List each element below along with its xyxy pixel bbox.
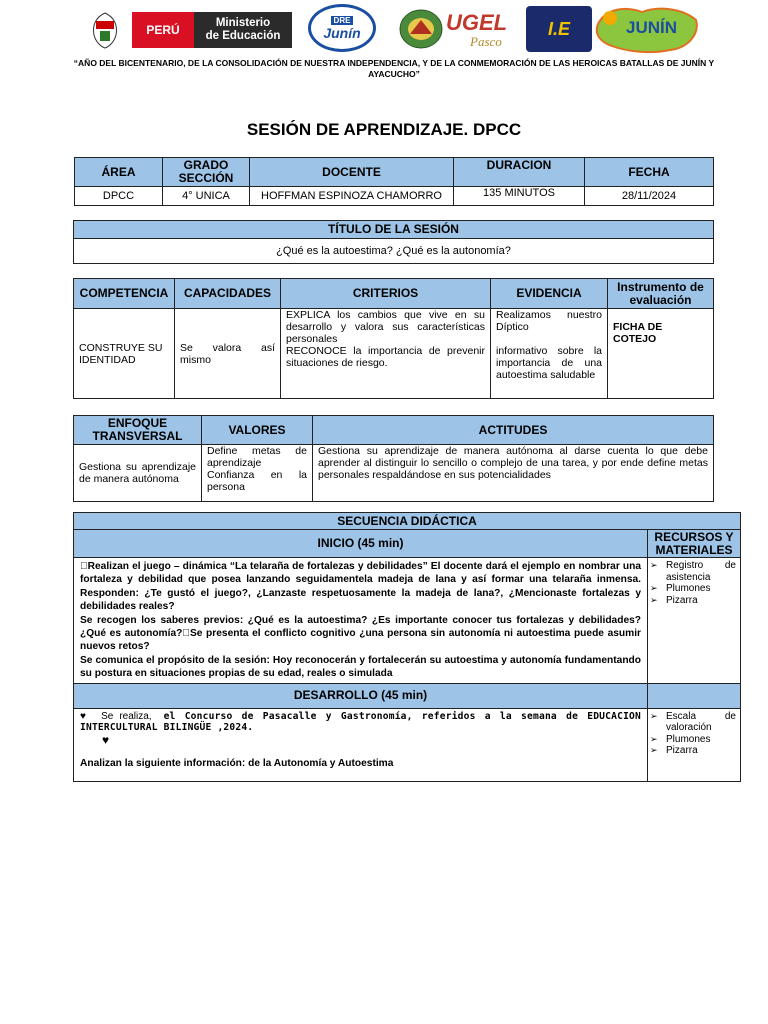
titulo-value: ¿Qué es la autoestima? ¿Qué es la autonomía? (74, 239, 714, 264)
header-actitudes: ACTITUDES (313, 416, 714, 445)
desarrollo-prefix: Se realiza, (101, 710, 152, 722)
header-logos (80, 4, 700, 54)
value-fecha: 28/11/2024 (585, 187, 714, 206)
desarrollo-bold-text: el Concurso de Pasacalle y Gastronomía, referidos a la semana de EDUCACION INTERCULTURAL BILINGÜE ,2024. (80, 710, 642, 733)
inicio-paragraph-1:  Realizan el juego – dinámica “La telaraña de fortalezas y debilidades” El docente dará el ejemplo en nombrar una fortaleza y debilidad que posea lanzando seguidamentela madeja de lana y así formar una telaraña inmensa. Responden: ¿Te gustó el juego?, ¿Lanzaste respetuosamente la madeja de lana?, ¿Mencionaste fortalezas y debilidades reales? (80, 561, 641, 613)
enfoque-table (73, 415, 714, 502)
recurso-item: ➢ Plumones (650, 734, 736, 746)
value-competencia: CONSTRUYE SU IDENTIDAD (74, 309, 175, 399)
ugel-emblem-icon (398, 8, 444, 50)
junin-label: JUNÍN (626, 18, 678, 37)
header-duracion: DURACION (454, 158, 585, 187)
value-criterios (281, 309, 491, 399)
value-duracion: 135 MINUTOS (454, 187, 585, 206)
inicio-header: INICIO (45 min) (74, 530, 648, 558)
header-competencia: COMPETENCIA (74, 279, 175, 309)
desarrollo-line (80, 711, 641, 733)
junin-label-dre: Junín (323, 24, 361, 41)
recurso-item: ➢ Escala de valoración (650, 711, 736, 734)
criterio-2: RECONOCE la importancia de prevenir situaciones de riesgo. (286, 345, 485, 369)
ministerio-logo (194, 12, 292, 48)
criterio-1: EXPLICA los cambios que vive en su desarrollo y valora sus características personales (286, 309, 485, 345)
ugel-sub-label: Pasco (470, 34, 502, 49)
competencias-table (73, 278, 714, 399)
desarrollo-paragraph-2: Analizan la siguiente información: de la Autonomía y Autoestima (80, 757, 394, 769)
recurso-item: ➢ Registro de asistencia (650, 560, 736, 583)
header-enfoque: ENFOQUE TRANSVERSAL (74, 416, 202, 445)
value-enfoque: Gestiona su aprendizaje de manera autónoma (74, 445, 202, 502)
secuencia-header: SECUENCIA DIDÁCTICA (74, 513, 741, 530)
document-title: SESIÓN DE APRENDIZAJE. DPCC (246, 120, 522, 139)
recursos-inicio (648, 558, 741, 684)
titulo-header: TÍTULO DE LA SESIÓN (74, 221, 714, 239)
value-evidencia (491, 309, 608, 399)
ugel-label: UGEL (446, 10, 508, 35)
header-fecha: FECHA (585, 158, 714, 187)
recurso-item: ➢ Plumones (650, 583, 736, 595)
secuencia-table (73, 512, 741, 782)
header-area: ÁREA (75, 158, 163, 187)
evidencia-2: informativo sobre la importancia de una autoestima saludable (496, 345, 602, 381)
header-evidencia: EVIDENCIA (491, 279, 608, 309)
recursos-desarrollo (648, 708, 741, 781)
peru-shield-icon (86, 11, 124, 49)
header-instrumento: Instrumento de evaluación (608, 279, 714, 309)
value-capacidad: Se valora así mismo (175, 309, 281, 399)
peru-logo (132, 12, 194, 48)
recursos-inicio-list (650, 560, 736, 606)
peru-label: PERÚ (146, 23, 180, 37)
desarrollo-recursos-header-cell (648, 683, 741, 708)
dre-junin-logo (308, 4, 376, 52)
header-criterios: CRITERIOS (281, 279, 491, 309)
inicio-content (74, 558, 648, 684)
inicio-paragraph-3: Se comunica el propósito de la sesión: Hoy reconocerán y fortalecerán su autoestima y autonomía fundamentando su postura en situaciones propias de su edad, reales o simulada (80, 654, 641, 680)
value-actitudes: Gestiona su aprendizaje de manera autónoma al darse cuenta lo que debe aprender al distinguir lo sencillo o complejo de una tarea, y por ende define metas personales respaldándose en sus potencialidades (313, 445, 714, 502)
ugel-logo (398, 8, 524, 52)
dre-label: DRE (331, 16, 354, 25)
heart-bullet-icon: ♥ (80, 710, 90, 722)
ministerio-label: Ministerio de Educación (205, 17, 281, 42)
value-area: DPCC (75, 187, 163, 206)
ie-logo (526, 6, 592, 52)
motto: “AÑO DEL BICENTENARIO, DE LA CONSOLIDACIÓN DE NUESTRA INDEPENDENCIA, Y DE LA CONMEMORACIÓN DE LAS HEROICAS BATALLAS DE JUNÍN Y AYACUCHO” (73, 58, 715, 79)
junin-logo (592, 4, 700, 54)
header-capacidades: CAPACIDADES (175, 279, 281, 309)
header-grado: GRADO SECCIÓN (163, 158, 250, 187)
recurso-item: ➢ Pizarra (650, 745, 736, 757)
info-table (74, 157, 714, 206)
header-valores: VALORES (202, 416, 313, 445)
recursos-desarrollo-list (650, 711, 736, 757)
value-valores: Define metas de aprendizaje Confianza en la persona (202, 445, 313, 502)
evidencia-1: Realizamos nuestro Díptico (496, 309, 602, 333)
value-instrumento: FICHA DE COTEJO (608, 309, 714, 399)
ie-label: I.E (547, 18, 570, 39)
desarrollo-header: DESARROLLO (45 min) (74, 683, 648, 708)
recurso-item: ➢ Pizarra (650, 595, 736, 607)
desarrollo-content (74, 708, 648, 781)
value-grado: 4° UNICA (163, 187, 250, 206)
value-docente: HOFFMAN ESPINOZA CHAMORRO (250, 187, 454, 206)
titulo-table (73, 220, 714, 264)
inicio-paragraph-2: Se recogen los saberes previos: ¿Qué es la autoestima? ¿Es importante conocer tus fortalezas y debilidades? ¿Qué es autonomía? Se presenta el conflicto cognitivo ¿una persona sin autonomía ni autoestima puede asumir nuevos retos? (80, 614, 641, 653)
header-docente: DOCENTE (250, 158, 454, 187)
heart-bullet-icon: ♥ (102, 732, 110, 747)
recursos-header: RECURSOS Y MATERIALES (648, 530, 741, 558)
